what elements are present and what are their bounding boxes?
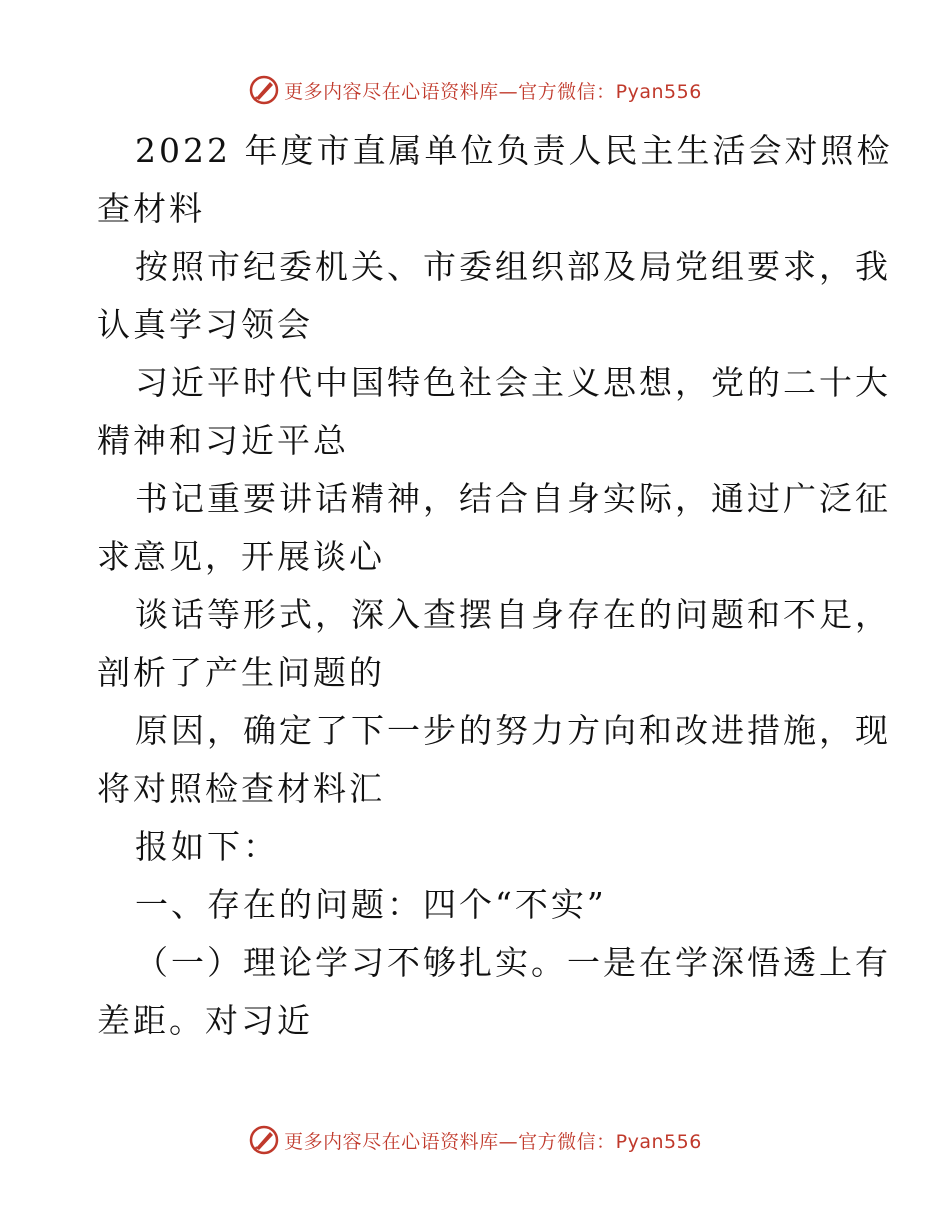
doc-line: 2022 年度市直属单位负责人民主生活会对照检 (135, 131, 893, 170)
doc-line: 差距。对习近 (97, 1001, 313, 1040)
quill-pen-logo-icon (248, 1124, 280, 1156)
doc-line: 认真学习领会 (97, 305, 313, 344)
doc-line: 谈话等形式，深入查摆自身存在的问题和不足， (135, 595, 891, 634)
doc-line: 查材料 (97, 189, 205, 228)
quill-pen-logo-icon (248, 74, 280, 106)
doc-line: 书记重要讲话精神，结合自身实际，通过广泛征 (135, 479, 891, 518)
doc-line: 将对照检查材料汇 (97, 769, 385, 808)
watermark-text: 更多内容尽在心语资料库—官方微信：Pyan556 (284, 1130, 702, 1153)
doc-line: 一、存在的问题：四个“不实” (135, 885, 607, 924)
watermark-text: 更多内容尽在心语资料库—官方微信：Pyan556 (284, 80, 702, 103)
document-body (97, 122, 893, 1050)
doc-line: 原因，确定了下一步的努力方向和改进措施，现 (135, 711, 891, 750)
doc-line: （一）理论学习不够扎实。一是在学深悟透上有 (135, 943, 891, 982)
doc-line: 求意见，开展谈心 (97, 537, 385, 576)
doc-line: 习近平时代中国特色社会主义思想，党的二十大 (135, 363, 891, 402)
header-watermark (0, 70, 950, 110)
doc-line: 按照市纪委机关、市委组织部及局党组要求，我 (135, 247, 891, 286)
doc-line: 报如下： (135, 827, 279, 866)
footer-watermark (0, 1120, 950, 1160)
doc-line: 剖析了产生问题的 (97, 653, 385, 692)
doc-line: 精神和习近平总 (97, 421, 349, 460)
